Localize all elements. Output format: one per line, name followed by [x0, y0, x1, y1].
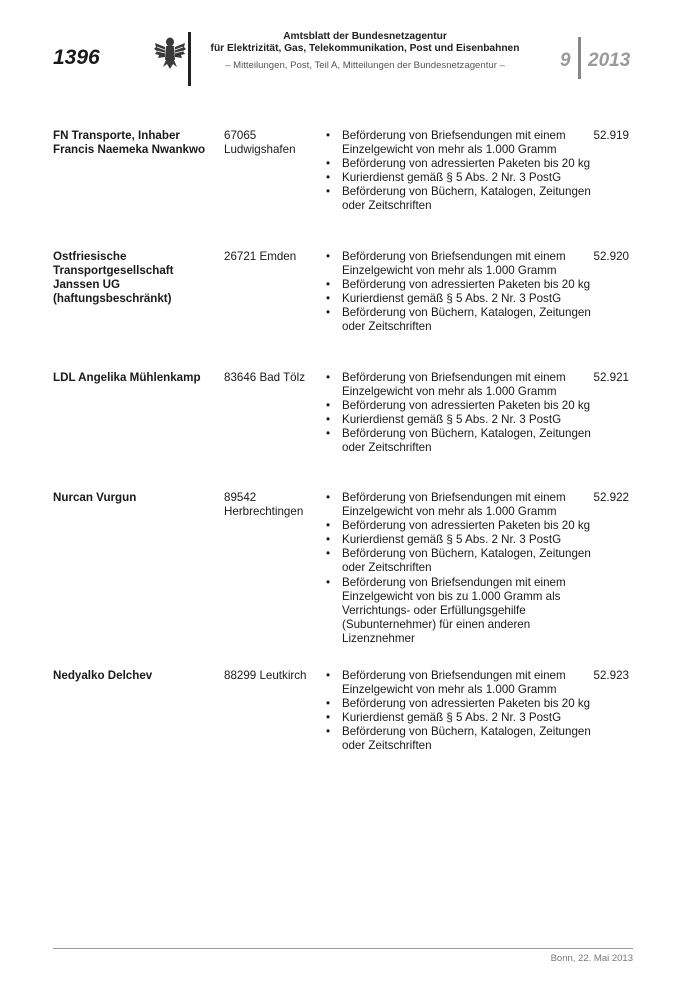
issue-number: 9 [560, 50, 571, 71]
licensee-name: FN Transporte, Inhaber Francis Naemeka Nwankwo [53, 129, 206, 157]
service-list [323, 669, 593, 754]
page-number: 1396 [53, 46, 100, 69]
footer-date: Bonn, 22. Mai 2013 [550, 953, 633, 964]
issue-year: 2013 [588, 50, 631, 71]
publication-subtitle: für Elektrizität, Gas, Telekommunikation, Post und Eisenbahnen [210, 43, 520, 54]
publication-title: Amtsblatt der Bundesnetzagentur [283, 31, 447, 42]
service-item: • Beförderung von Briefsendungen mit einem Einzelgewicht von mehr als 1.000 Gramm [323, 250, 593, 278]
service-item: • Kurierdienst gemäß § 5 Abs. 2 Nr. 3 PostG [323, 413, 593, 427]
service-item: • Beförderung von Briefsendungen mit einem Einzelgewicht von mehr als 1.000 Gramm [323, 491, 593, 519]
service-item: • Beförderung von Briefsendungen mit einem Einzelgewicht von mehr als 1.000 Gramm [323, 371, 593, 399]
service-item: • Kurierdienst gemäß § 5 Abs. 2 Nr. 3 PostG [323, 292, 593, 306]
service-list [323, 250, 593, 335]
license-number: 52.923 [593, 669, 629, 682]
footer-divider [53, 948, 633, 949]
header-divider [188, 32, 191, 86]
service-item: • Beförderung von adressierten Paketen bis 20 kg [323, 157, 593, 171]
service-item: • Beförderung von adressierten Paketen bis 20 kg [323, 519, 593, 533]
licensee-location: 83646 Bad Tölz [224, 371, 306, 384]
licensee-location: 88299 Leutkirch [224, 669, 307, 682]
licensee-location: 26721 Emden [224, 250, 297, 263]
service-item: • Beförderung von adressierten Paketen bis 20 kg [323, 278, 593, 292]
license-number: 52.920 [593, 250, 629, 263]
service-item: • Beförderung von Büchern, Katalogen, Zeitungen oder Zeitschriften [323, 427, 593, 455]
service-item: • Beförderung von Büchern, Katalogen, Zeitungen oder Zeitschriften [323, 547, 593, 575]
licensee-location: 67065 Ludwigshafen [224, 129, 296, 157]
service-item: • Beförderung von Briefsendungen mit einem Einzelgewicht von mehr als 1.000 Gramm [323, 669, 593, 697]
license-number: 52.921 [593, 371, 629, 384]
license-number: 52.919 [593, 129, 629, 142]
service-item: • Beförderung von adressierten Paketen bis 20 kg [323, 399, 593, 413]
service-item: • Beförderung von Briefsendungen mit einem Einzelgewicht von bis zu 1.000 Gramm als Verrichtungs- oder Erfüllungsgehilfe (Subunternehmer) für einen anderen Lizenznehmer [323, 576, 593, 646]
licensee-name: Nurcan Vurgun [53, 491, 137, 504]
issue-divider [578, 37, 581, 79]
federal-eagle-icon [153, 33, 187, 73]
service-item: • Beförderung von Büchern, Katalogen, Zeitungen oder Zeitschriften [323, 306, 593, 334]
service-item: • Beförderung von adressierten Paketen bis 20 kg [323, 697, 593, 711]
service-list [323, 491, 593, 646]
licensee-name: Nedyalko Delchev [53, 669, 153, 682]
licensee-name: Ostfriesische Transportgesellschaft Janssen UG (haftungsbeschränkt) [53, 250, 174, 306]
service-item: • Kurierdienst gemäß § 5 Abs. 2 Nr. 3 PostG [323, 711, 593, 725]
service-item: • Kurierdienst gemäß § 5 Abs. 2 Nr. 3 PostG [323, 171, 593, 185]
service-item: • Beförderung von Büchern, Katalogen, Zeitungen oder Zeitschriften [323, 185, 593, 213]
service-item: • Kurierdienst gemäß § 5 Abs. 2 Nr. 3 PostG [323, 533, 593, 547]
licensee-location: 89542 Herbrechtingen [224, 491, 304, 519]
service-list [323, 371, 593, 456]
service-item: • Beförderung von Briefsendungen mit einem Einzelgewicht von mehr als 1.000 Gramm [323, 129, 593, 157]
service-item: • Beförderung von Büchern, Katalogen, Zeitungen oder Zeitschriften [323, 725, 593, 753]
license-number: 52.922 [593, 491, 629, 504]
section-subtitle: – Mitteilungen, Post, Teil A, Mitteilungen der Bundesnetzagentur – [225, 60, 505, 71]
licensee-name: LDL Angelika Mühlenkamp [53, 371, 201, 384]
service-list [323, 129, 593, 214]
publication-header [200, 31, 530, 72]
